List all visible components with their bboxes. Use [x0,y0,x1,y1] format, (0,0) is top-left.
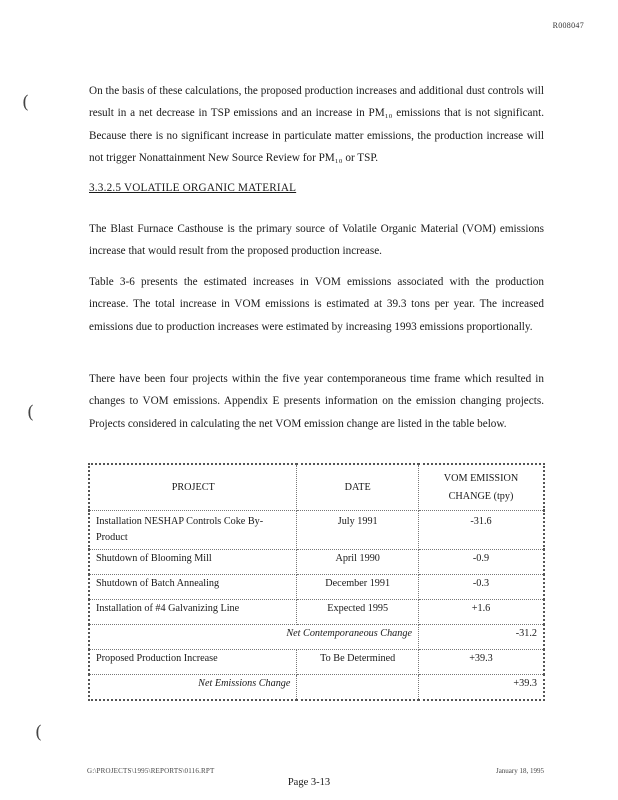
header-date: DATE [297,464,419,511]
margin-mark: ( [22,92,30,113]
row-date: December 1991 [297,575,419,600]
proposed-project: Proposed Production Increase [89,650,297,675]
section-heading: 3.3.2.5 VOLATILE ORGANIC MATERIAL [89,182,297,194]
net-contemporaneous-label: Net Contemporaneous Change [89,625,418,650]
empty-cell [297,675,419,701]
proposed-value: +39.3 [418,650,544,675]
paragraph-table-intro: Table 3-6 presents the estimated increases in VOM emissions associated with the production increase. The total increase in VOM emissions is estimated at 39.3 tons per year. The increased emissions due to production increases were estimated by increasing 1993 emissions proportionally. [89,276,544,333]
row-change: -0.9 [418,550,544,575]
paragraph-calculations: On the basis of these calculations, the proposed production increases and additional dust controls will result in a net decrease in TSP emissions and an increase in PM₁₀ emissions that is not significant. Because there is no significant increase in particulate matter emissions, the production increase will not trigger Nonattainment New Source Review for PM₁₀ or TSP. [89,85,544,164]
table-row [89,511,544,550]
table-header-row [89,464,544,511]
header-project: PROJECT [89,464,297,511]
net-emissions-label: Net Emissions Change [89,675,297,701]
row-change: -31.6 [418,511,544,550]
row-change: +1.6 [418,600,544,625]
row-project: Shutdown of Blooming Mill [89,550,297,575]
row-project: Installation NESHAP Controls Coke By-Product [89,511,297,550]
proposed-increase-row [89,650,544,675]
proposed-date: To Be Determined [297,650,419,675]
row-project: Installation of #4 Galvanizing Line [89,600,297,625]
row-date: Expected 1995 [297,600,419,625]
net-contemporaneous-row [89,625,544,650]
document-id: R008047 [552,21,584,30]
table-row [89,550,544,575]
table-row [89,575,544,600]
row-change: -0.3 [418,575,544,600]
vom-emission-table [88,463,545,701]
table-row [89,600,544,625]
net-emissions-value: +39.3 [418,675,544,701]
row-date: April 1990 [297,550,419,575]
paragraph-casthouse: The Blast Furnace Casthouse is the primary source of Volatile Organic Material (VOM) emissions increase that would result from the proposed production increase. [89,223,544,258]
paragraph-projects: There have been four projects within the five year contemporaneous time frame which resulted in changes to VOM emissions. Appendix E presents information on the emission changing projects. Projects considered in calculating the net VOM emission change are listed in the table below. [89,373,544,430]
row-date: July 1991 [297,511,419,550]
margin-mark: ( [35,722,43,743]
footer-file-path: G:\PROJECTS\1995\REPORTS\0116.RPT [87,767,215,775]
footer-date: January 18, 1995 [495,767,544,775]
net-emissions-row [89,675,544,701]
page-number: Page 3-13 [287,777,331,788]
net-contemporaneous-value: -31.2 [418,625,544,650]
header-change: VOM EMISSION CHANGE (tpy) [418,464,544,511]
margin-mark: ( [27,402,35,423]
row-project: Shutdown of Batch Annealing [89,575,297,600]
